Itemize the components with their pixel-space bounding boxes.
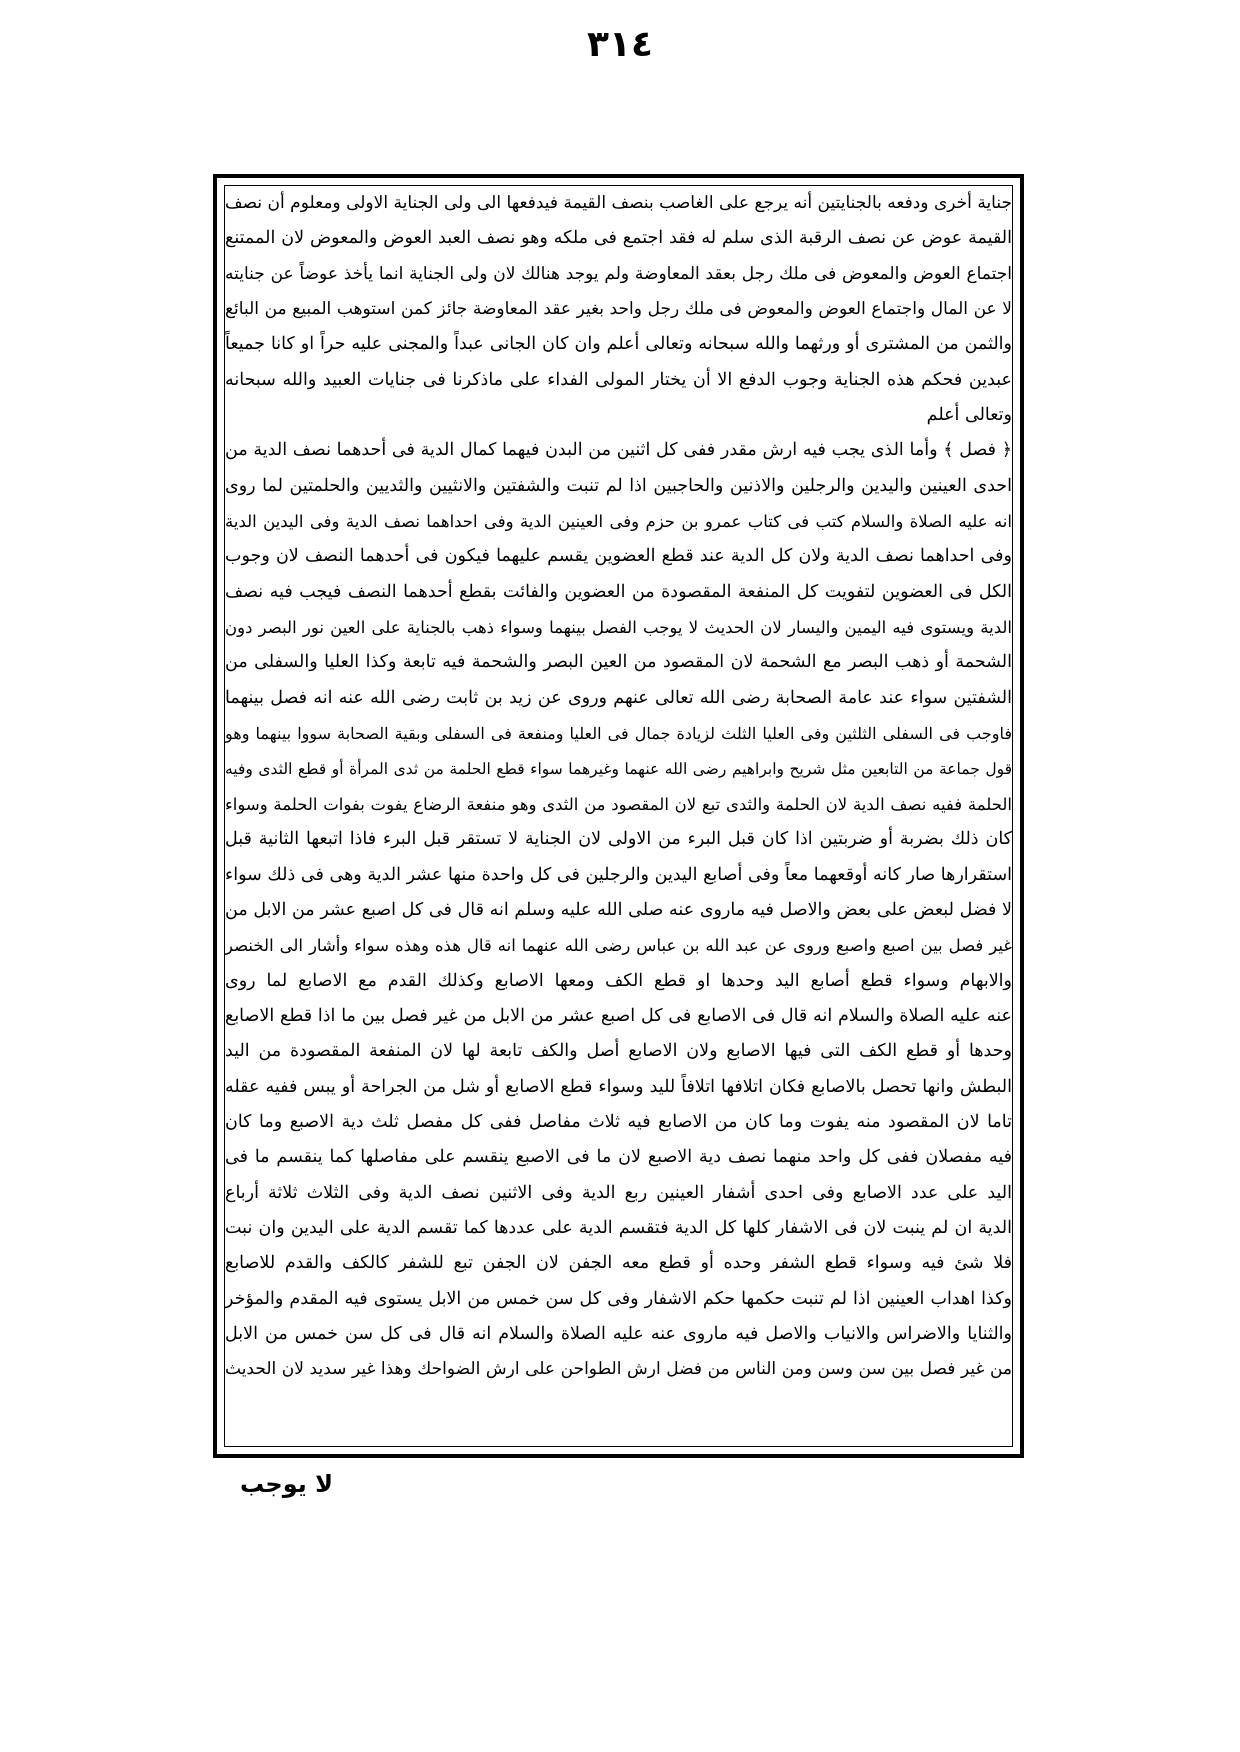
text-line: وكذا اهداب العينين اذا لم تنبت حكمها حكم الاشفار وفى كل سن خمس من الابل يستوى فيه المقدم والمؤخر — [225, 1288, 1012, 1309]
text-line: والثمن من المشترى أو ورثهما والله سبحانه وتعالى أعلم وان كان الجانى عبداً والمجنى عليه حراً او كانا جميعاً — [225, 334, 1012, 355]
text-line: عبدين فحكم هذه الجناية وجوب الدفع الا أن يختار المولى الفداء على ماذكرنا فى جنايات العبيد والله سبحانه — [225, 369, 1012, 390]
text-line: الكل فى العضوين لتفويت كل المنفعة المقصودة من العضوين والفائت بقطع أحدهما النصف فيجب فيه نصف — [225, 581, 1012, 602]
page-frame — [213, 174, 1024, 1458]
text-line: البطش وانها تحصل بالاصابع فكان اتلافها اتلافاً لليد وسواء قطع الاصابع أو شل من الجراحة أو يبس ففيه عقله — [225, 1076, 1012, 1097]
text-line: ﴿ فصل ﴾ وأما الذى يجب فيه ارش مقدر ففى كل اثنين من البدن فيهما كمال الدية فى أحدهما نصف الدية من — [225, 440, 1012, 461]
catchword: لا يوجب — [240, 1470, 333, 1498]
text-line: اجتماع العوض والمعوض فى ملك رجل بعقد المعاوضة ولم يوجد هنالك لان ولى الجناية انما يأخذ عوضاً عن جنايته — [225, 263, 1012, 284]
body-text — [225, 186, 1012, 1446]
text-line: غير فصل بين اصبع واصبع وروى عن عبد الله بن عباس رضى الله عنهما انه قال هذه وهذه سواء وأشار الى الخنصر — [225, 936, 1012, 956]
text-line: الدية ان لم ينبت لان فى الاشفار كلها كل الدية فتقسم الدية على عددها كما تقسم الدية على اليدين وان نبت — [225, 1217, 1012, 1238]
page-number: ٣١٤ — [587, 24, 653, 65]
text-line: تاما لان المقصود منه يفوت وما كان من الاصابع فيه ثلاث مفاصل ففى كل مفصل ثلث دية الاصبع وما كان — [225, 1111, 1012, 1132]
text-line: لا فضل لبعض على بعض والاصل فيه ماروى عنه صلى الله عليه وسلم انه قال فى كل اصبع عشر من الابل من — [225, 899, 1012, 920]
text-line: وحدها أو قطع الكف التى فيها الاصابع ولان الاصابع أصل والكف تابعة لها لان المنفعة المقصودة من اليد — [225, 1041, 1012, 1062]
text-line: استقرارها صار كانه أوقعهما معاً وفى أصابع اليدين والرجلين فى كل واحدة منها عشر الدية وهى فى ذلك سواء — [225, 864, 1012, 885]
text-line: والثنايا والاضراس والانياب والاصل فيه ماروى عنه عليه الصلاة والسلام انه قال فى كل سن خمس من الابل — [225, 1324, 1012, 1344]
text-line: من غير فصل بين سن وسن ومن الناس من فضل ارش الطواحن على ارش الضواحك وهذا غير سديد لان الحديث — [225, 1359, 1012, 1380]
text-line: فلا شئ فيه وسواء قطع الشفر وحده أو قطع معه الجفن لان الجفن تبع للشفر كالكف والقدم للاصابع — [225, 1253, 1012, 1274]
text-line: الشحمة أو ذهب البصر مع الشحمة لان المقصود من العين البصر والشحمة فيه تابعة وكذا العليا والسفلى من — [225, 652, 1012, 673]
text-line: احدى العينين واليدين والرجلين والاذنين والحاجبين اذا لم تنبت والشفتين والانثيين والثديين والحلمتين لما روى — [225, 475, 1012, 496]
text-line: الشفتين سواء عند عامة الصحابة رضى الله تعالى عنهم وروى عن زيد بن ثابت رضى الله عنه انه فصل بينهما — [225, 687, 1012, 708]
text-line: اليد على عدد الاصابع وفى احدى أشفار العينين ربع الدية وفى الاثنين نصف الدية وفى الثلاث ثلاثة أرباع — [225, 1182, 1012, 1203]
text-line: لا عن المال واجتماع العوض والمعوض فى ملك رجل واحد بغير عقد المعاوضة جائز كمن استوهب المبيع من البائع — [225, 299, 1012, 320]
text-line: الدية ويستوى فيه اليمين واليسار لان الحديث لا يوجب الفصل بينهما وسواء ذهب بالجناية على العين نور البصر دون — [225, 618, 1012, 638]
text-line: كان ذلك بضربة أو ضربتين اذا كان قبل البرء من الاولى لان الجناية لا تستقر قبل البرء فاذا اتبعها الثانية قبل — [225, 829, 1012, 850]
text-line: والابهام وسواء قطع أصابع اليد وحدها او قطع الكف ومعها الاصابع وكذلك القدم مع الاصابع لما روى — [225, 970, 1012, 991]
text-line: قول جماعة من التابعين مثل شريح وابراهيم رضى الله عنهما وغيرهما سواء قطع الحلمة من ثدى المرأة أو قطع الثدى وفيه — [225, 759, 1012, 778]
text-line: وتعالى أعلم — [926, 405, 1012, 426]
text-line: عنه عليه الصلاة والسلام انه قال فى الاصابع فى كل اصبع عشر من الابل من غير فصل بين ما اذا قطع الاصابع — [225, 1005, 1012, 1026]
text-line: فيه مفصلان ففى كل واحد منهما نصف دية الاصبع لان ما فى الاصبع ينقسم على مفاصلها كما ينقسم ما فى — [225, 1147, 1012, 1168]
text-line: القيمة عوض عن نصف الرقبة الذى سلم له فقد اجتمع فى ملكه وهو نصف العبد العوض والمعوض لان الممتنع — [225, 228, 1012, 249]
text-line: فاوجب فى السفلى الثلثين وفى العليا الثلث لزيادة جمال فى العليا ومنفعة فى السفلى وبقية الصحابة سووا بينهما وهو — [225, 724, 1012, 744]
text-line: جناية أخرى ودفعه بالجنايتين أنه يرجع على الغاصب بنصف القيمة فيدفعها الى ولى الجناية الاولى ومعلوم أن نصف — [225, 193, 1012, 213]
text-line: انه عليه الصلاة والسلام كتب فى كتاب عمرو بن حزم وفى العينين الدية وفى احداهما نصف الدية وفى اليدين الدية — [225, 512, 1012, 532]
text-line: وفى احداهما نصف الدية ولان كل الدية عند قطع العضوين يقسم عليهما فيكون فى أحدهما النصف لان وجوب — [225, 546, 1012, 567]
text-line: الحلمة ففيه نصف الدية لان الحلمة والثدى تبع لان المقصود من الثدى وهو منفعة الرضاع يفوت بفوات الحلمة وسواء — [225, 794, 1012, 814]
